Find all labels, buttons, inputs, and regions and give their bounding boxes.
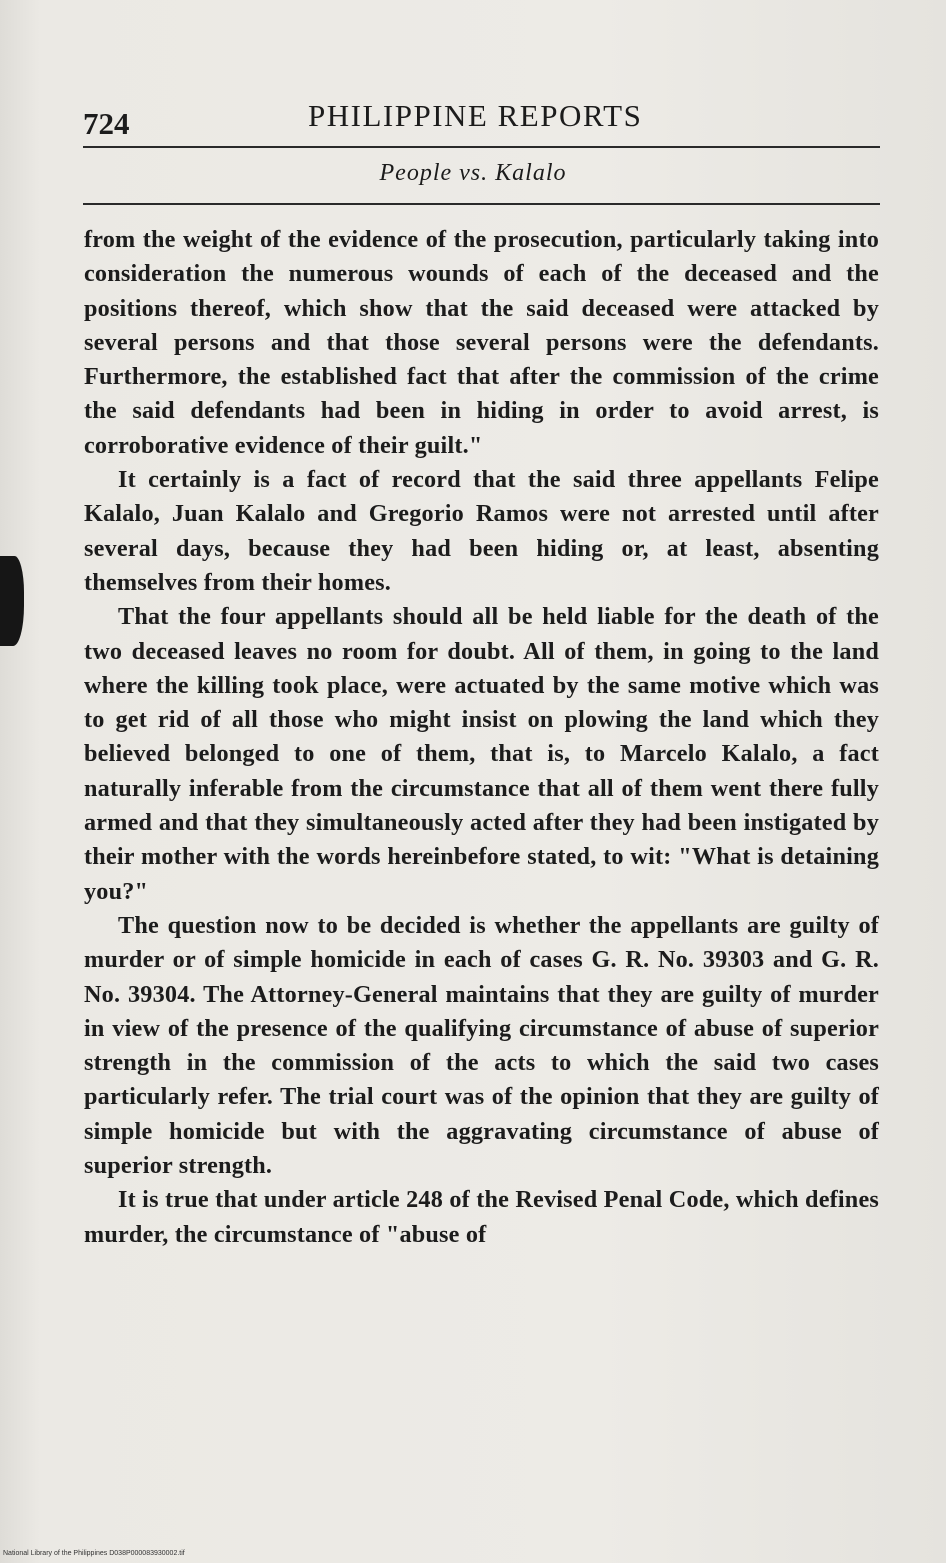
page-header <box>83 98 880 140</box>
running-title: PHILIPPINE REPORTS <box>308 98 643 133</box>
paragraph: That the four appellants should all be held liable for the death of the two deceased leaves no room for doubt. All of them, in going to the land where the killing took place, were actuated by the same motive which was to get rid of all those who might insist on plowing the land which they believed belonged to one of them, that is, to Marcelo Kalalo, a fact naturally inferable from the circumstance that all of them went there fully armed and that they simultaneously acted after they had been instigated by their mother with the words hereinbefore stated, to wit: "What is detaining you?" <box>84 603 879 905</box>
body-text <box>84 223 879 1252</box>
paragraph: from the weight of the evidence of the prosecution, particularly taking into consideration the numerous wounds of each of the deceased and the positions thereof, which show that the said deceased were attacked by several persons and that those several persons were the defendants. Furthermore, the established fact that after the commission of the crime the said defendants had been in hiding in order to avoid arrest, is corroborative evidence of their guilt." <box>84 226 879 459</box>
scan-source-note: National Library of the Philippines D038P000083930002.tif <box>3 1550 185 1557</box>
header-rule <box>83 146 880 148</box>
paragraph: It certainly is a fact of record that the said three appellants Felipe Kalalo, Juan Kalalo and Gregorio Ramos were not arrested until after several days, because they had been hiding or, at least, absenting themselves from their homes. <box>84 466 879 596</box>
case-title-rule <box>83 203 880 205</box>
case-title: People vs. Kalalo <box>379 160 567 186</box>
scan-edge-mark <box>0 556 24 646</box>
paragraph: It is true that under article 248 of the Revised Penal Code, which defines murder, the circumstance of "abuse of <box>84 1186 879 1248</box>
paragraph: The question now to be decided is whether the appellants are guilty of murder or of simple homicide in each of cases G. R. No. 39303 and G. R. No. 39304. The Attorney-General maintains that they are guilty of murder in view of the presence of the qualifying circumstance of abuse of superior strength in the commission of the acts to which the said two cases particularly refer. The trial court was of the opinion that they are guilty of simple homicide but with the aggravating circumstance of abuse of superior strength. <box>84 911 879 1180</box>
page-number: 724 <box>83 106 130 141</box>
